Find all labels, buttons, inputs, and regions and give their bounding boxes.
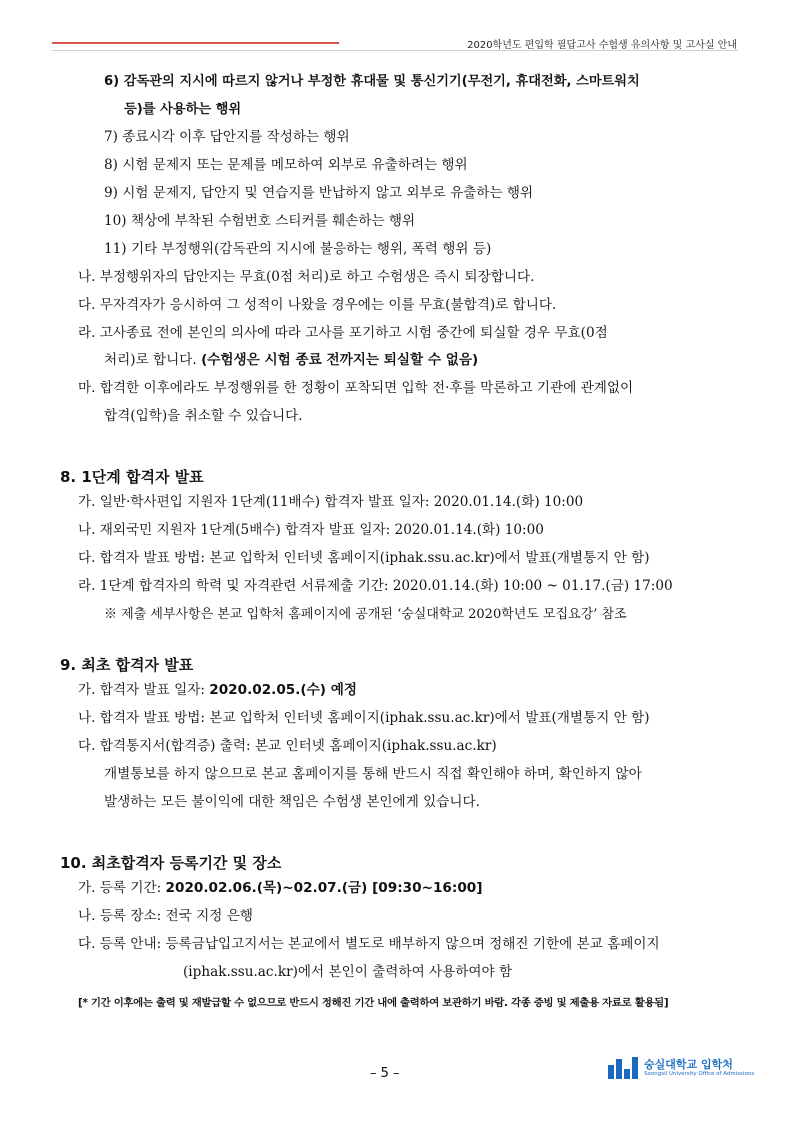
section-9-da-line1: 개별통보를 하지 않으므로 본교 홈페이지를 통해 반드시 직접 확인해야 하며, 확인하지 않아 [104, 766, 642, 782]
item-number: 10) [104, 213, 127, 229]
section-9-title: 9. 최초 합격자 발표 [60, 656, 194, 674]
university-logo [608, 1057, 754, 1079]
item-7 [104, 131, 350, 145]
ga-value: 2020.02.06.(목)~02.07.(금) [09:30~16:00] [165, 880, 483, 896]
section-10-ga [78, 882, 482, 896]
section-10-note: [* 기간 이후에는 출력 및 재발급할 수 없으므로 반드시 정해진 기간 내에 출력하여 보관하기 바람. 각종 증빙 및 제출용 자료로 활용됨] [78, 997, 669, 1009]
item-text: 시험 문제지, 답안지 및 연습지를 반납하지 않고 외부로 유출하는 행위 [122, 185, 534, 201]
section-8-title: 8. 1단계 합격자 발표 [60, 468, 204, 486]
item-text: 종료시각 이후 답안지를 작성하는 행위 [122, 129, 350, 145]
item-text: 감독관의 지시에 따르지 않거나 부정한 휴대물 및 통신기기(무전기, 휴대전화, 스마트워치 [123, 74, 640, 89]
section-9-da: 다. 합격통지서(합격증) 출력: 본교 인터넷 홈페이지(iphak.ssu.ac.kr) [78, 738, 497, 754]
item-number: 8) [104, 157, 118, 173]
header-accent-rule [52, 42, 339, 44]
section-9-ga [78, 684, 357, 698]
logo-text [644, 1059, 754, 1077]
item-6 [104, 75, 640, 88]
section-10-title: 10. 최초합격자 등록기간 및 장소 [60, 854, 282, 872]
item-number: 11) [104, 241, 127, 257]
item-11 [104, 243, 491, 257]
item-8 [104, 159, 468, 173]
paragraph-ra-continued [104, 354, 478, 368]
item-9 [104, 187, 533, 201]
item-text: 기타 부정행위(감독관의 지시에 불응하는 행위, 폭력 행위 등) [130, 241, 492, 257]
paragraph-ma-continued: 합격(입학)을 취소할 수 있습니다. [104, 408, 303, 424]
item-number: 6) [104, 74, 120, 89]
section-8-da: 다. 합격자 발표 방법: 본교 입학처 인터넷 홈페이지(iphak.ssu.ac.kr)에서 발표(개별통지 안 함) [78, 550, 650, 566]
section-8-ra: 라. 1단계 합격자의 학력 및 자격관련 서류제출 기간: 2020.01.14.(화) 10:00 ~ 01.17.(금) 17:00 [78, 578, 673, 594]
ga-label: 가. 합격자 발표 일자: [78, 682, 210, 698]
ra-bold-note: (수험생은 시험 종료 전까지는 퇴실할 수 없음) [201, 352, 479, 368]
paragraph-ma: 마. 합격한 이후에라도 부정행위를 한 정황이 포착되면 입학 전·후를 막론하고 기관에 관계없이 [78, 380, 634, 396]
page-number: – 5 – [370, 1066, 400, 1081]
item-number: 7) [104, 129, 118, 145]
section-8-na: 나. 재외국민 지원자 1단계(5배수) 합격자 발표 일자: 2020.01.14.(화) 10:00 [78, 522, 544, 538]
section-10-da-continued: (iphak.ssu.ac.kr)에서 본인이 출력하여 사용하여야 함 [183, 964, 513, 980]
item-text: 시험 문제지 또는 문제를 메모하여 외부로 유출하려는 행위 [122, 157, 468, 173]
paragraph-da: 다. 무자격자가 응시하여 그 성적이 나왔을 경우에는 이를 무효(불합격)로 합니다. [78, 297, 557, 313]
logo-mark-icon [608, 1057, 638, 1079]
ra-text: 처리)로 합니다. [104, 352, 197, 368]
logo-subtitle: Soongsil University Office of Admissions [644, 1071, 755, 1078]
ga-label: 가. 등록 기간: [78, 880, 166, 896]
section-9-na: 나. 합격자 발표 방법: 본교 입학처 인터넷 홈페이지(iphak.ssu.ac.kr)에서 발표(개별통지 안 함) [78, 710, 650, 726]
running-header: 2020학년도 편입학 필답고사 수험생 유의사항 및 고사실 안내 [467, 40, 737, 51]
section-8-ga: 가. 일반·학사편입 지원자 1단계(11배수) 합격자 발표 일자: 2020.01.14.(화) 10:00 [78, 494, 584, 510]
item-10 [104, 215, 415, 229]
section-10-na: 나. 등록 장소: 전국 지정 은행 [78, 908, 253, 924]
ga-value: 2020.02.05.(수) 예정 [209, 682, 357, 698]
paragraph-ra: 라. 고사종료 전에 본인의 의사에 따라 고사를 포기하고 시험 중간에 퇴실할 경우 무효(0점 [78, 325, 608, 341]
section-8-note: ※ 제출 세부사항은 본교 입학처 홈페이지에 공개된 ‘숭실대학교 2020학년도 모집요강’ 참조 [104, 607, 627, 622]
section-10-da: 다. 등록 안내: 등록금납입고지서는 본교에서 별도로 배부하지 않으며 정해진 기한에 본교 홈페이지 [78, 936, 660, 952]
logo-name: 숭실대학교 입학처 [644, 1057, 733, 1071]
item-6-continued: 등)를 사용하는 행위 [124, 102, 242, 117]
item-text: 책상에 부착된 수험번호 스티커를 훼손하는 행위 [130, 213, 416, 229]
section-9-da-line2: 발생하는 모든 불이익에 대한 책임은 수험생 본인에게 있습니다. [104, 794, 480, 810]
paragraph-na: 나. 부정행위자의 답안지는 무효(0점 처리)로 하고 수험생은 즉시 퇴장합니다. [78, 269, 535, 285]
item-number: 9) [104, 185, 118, 201]
